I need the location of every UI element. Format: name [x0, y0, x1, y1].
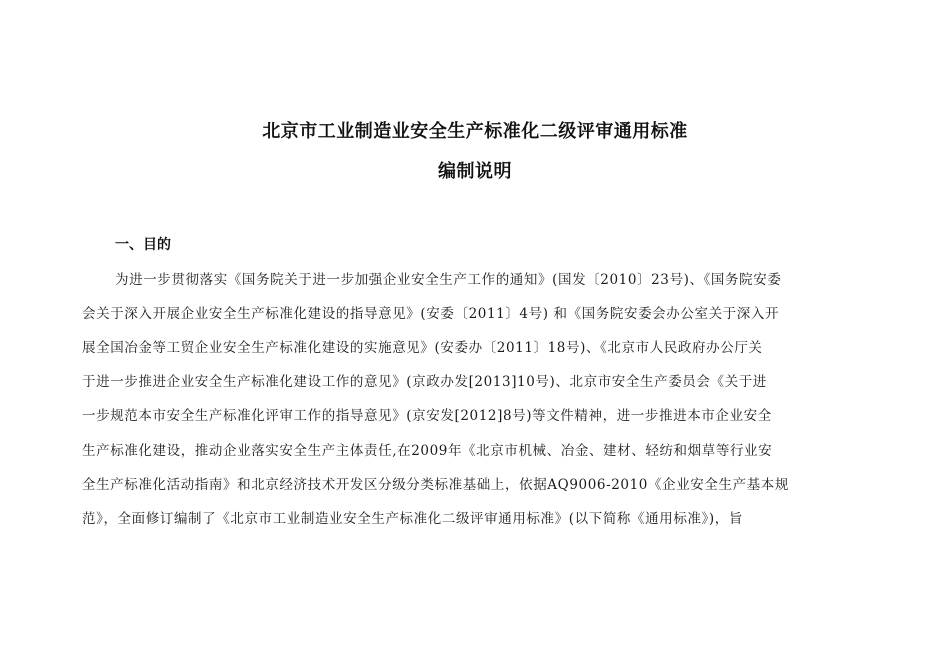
paragraph-line: 为进一步贯彻落实《国务院关于进一步加强企业安全生产工作的通知》(国发〔2010〕23号)、《国务院安委 [115, 272, 782, 288]
paragraph-line: 一步规范本市安全生产标准化评审工作的指导意见》(京安发[2012]8号)等文件精神，进一步推进本市企业安全 [82, 408, 772, 424]
paragraph-line: 于进一步推进企业安全生产标准化建设工作的意见》(京政办发[2013]10号)、北京市安全生产委员会《关于进 [82, 374, 767, 390]
section-heading-purpose: 一、目的 [115, 237, 171, 253]
document-subtitle: 编制说明 [438, 161, 512, 182]
paragraph-line: 范》，全面修订编制了《北京市工业制造业安全生产标准化二级评审通用标准》(以下简称《通用标准》)，旨 [82, 511, 743, 527]
paragraph-line: 展全国冶金等工贸企业安全生产标准化建设的实施意见》(安委办〔2011〕18号)、《北京市人民政府办公厅关 [82, 340, 763, 356]
paragraph-line: 全生产标准化活动指南》和北京经济技术开发区分级分类标准基础上，依据AQ9006-2010《企业安全生产基本规 [82, 477, 789, 493]
paragraph-line: 生产标准化建设，推动企业落实安全生产主体责任,在2009年《北京市机械、冶金、建材、轻纺和烟草等行业安 [82, 443, 773, 459]
document-title: 北京市工业制造业安全生产标准化二级评审通用标准 [262, 121, 688, 142]
paragraph-line: 会关于深入开展企业安全生产标准化建设的指导意见》(安委〔2011〕4号) 和《国务院安委会办公室关于深入开 [82, 306, 780, 322]
